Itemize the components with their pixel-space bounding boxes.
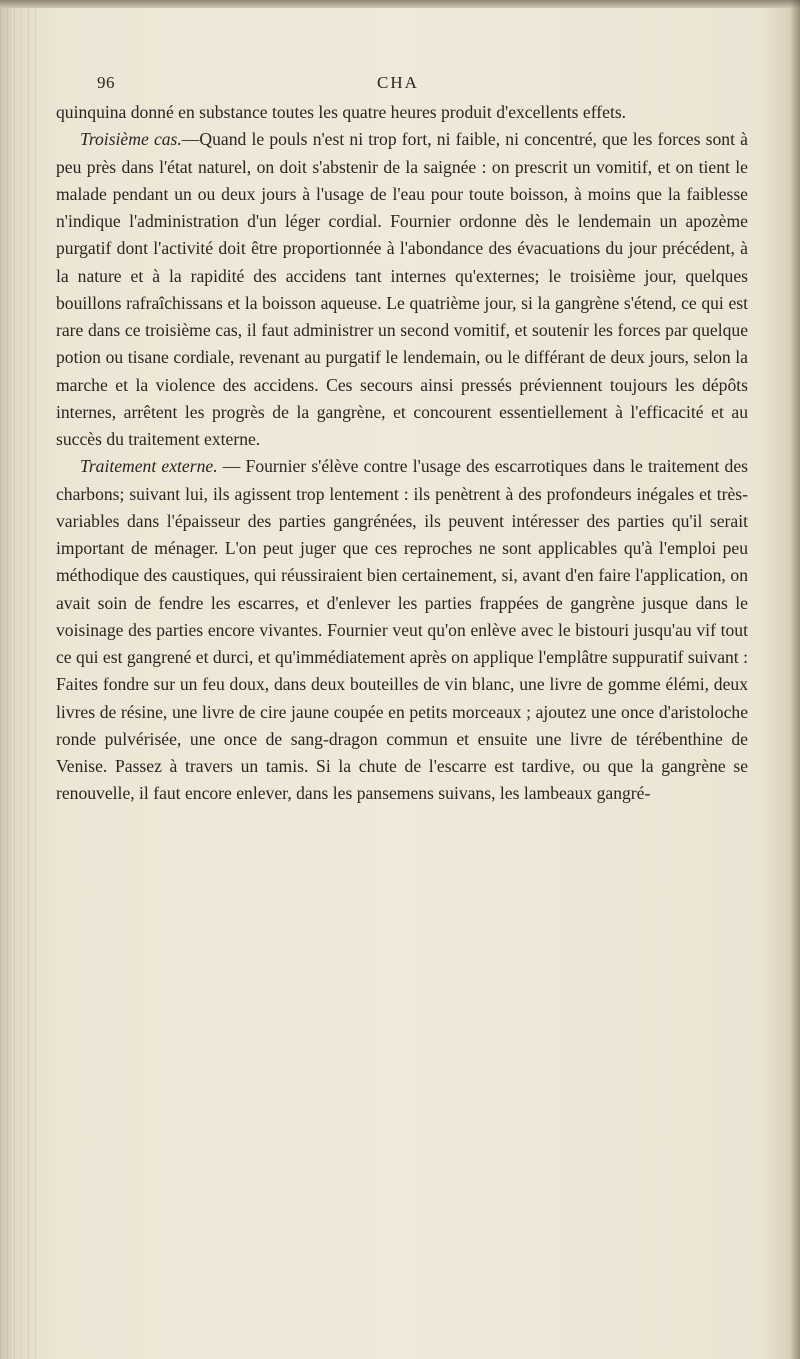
running-head: CHA [377,73,419,92]
page-header [0,73,800,97]
paragraph-continuation [56,99,748,126]
paragraph-lead: Traitement externe. [80,456,218,477]
paragraph-lead: Troisième cas. [80,129,182,150]
page-number: 96 [97,73,115,92]
page-right-edge [790,0,800,1359]
body-text [56,99,748,808]
binding-gutter [0,0,40,1359]
paragraph-text: — Fournier s'élève contre l'usage des escarrotiques dans le traitement des charbons; suivant lui, ils agissent trop lentement : ils penètrent à des profondeurs inégales et très-variables dans l'épaisseur des parties gangrénées, ils peuvent intéresser des parties qu'il serait important de ménager. L'on peut juger que ces reproches ne sont applicables qu'à l'emploi peu méthodique des caustiques, qui réussiraient bien certainement, si, avant d'en faire l'application, on avait soin de fendre les escarres, et d'enlever les parties frappées de gangrène jusque dans le voisinage des parties encore vivantes. Fournier veut qu'on enlève avec le bistouri jusqu'au vif tout ce qui est gangrené et durci, et qu'immédiatement après on applique l'emplâtre suppuratif suivant : Faites fondre sur un feu doux, dans deux bouteilles de vin blanc, une livre de gomme élémi, deux livres de résine, une livre de cire jaune coupée en petits morceaux ; ajoutez une once d'aristoloche ronde pulvérisée, une once de sang-dragon commun et ensuite une livre de térébenthine de Venise. Passez à travers un tamis. Si la chute de l'escarre est tardive, ou que la gangrène se renouvelle, il faut encore enlever, dans les pansemens suivans, les lambeaux gangré- [56,456,748,804]
page-top-edge [0,0,800,8]
paragraph-traitement-externe [56,453,748,807]
paragraph-text: —Quand le pouls n'est ni trop fort, ni faible, ni concentré, que les forces sont à peu près dans l'état naturel, on doit s'abstenir de la saignée : on prescrit un vomitif, et on tient le malade pendant un ou deux jours à l'usage de l'eau pour toute boisson, à moins que la faiblesse n'indique l'administration d'un léger cordial. Fournier ordonne dès le lendemain un apozème purgatif dont l'activité doit être proportionnée à l'abondance des évacuations du jour précédent, à la nature et à la rapidité des accidens tant internes qu'externes; le troisième jour, quelques bouillons rafraîchissans et la boisson aqueuse. Le quatrième jour, si la gangrène s'étend, ce qui est rare dans ce troisième cas, il faut administrer un second vomitif, et soutenir les forces par quelque potion ou tisane cordiale, revenant au purgatif le lendemain, ou le différant de deux jours, selon la marche et la violence des accidens. Ces secours ainsi pressés préviennent toujours les dépôts internes, arrêtent les progrès de la gangrène, et concourent essentiellement à l'efficacité et au succès du traitement externe. [56,129,748,449]
paragraph-troisieme-cas [56,126,748,453]
paragraph-text: quinquina donné en substance toutes les quatre heures produit d'excellents effets. [56,102,627,122]
